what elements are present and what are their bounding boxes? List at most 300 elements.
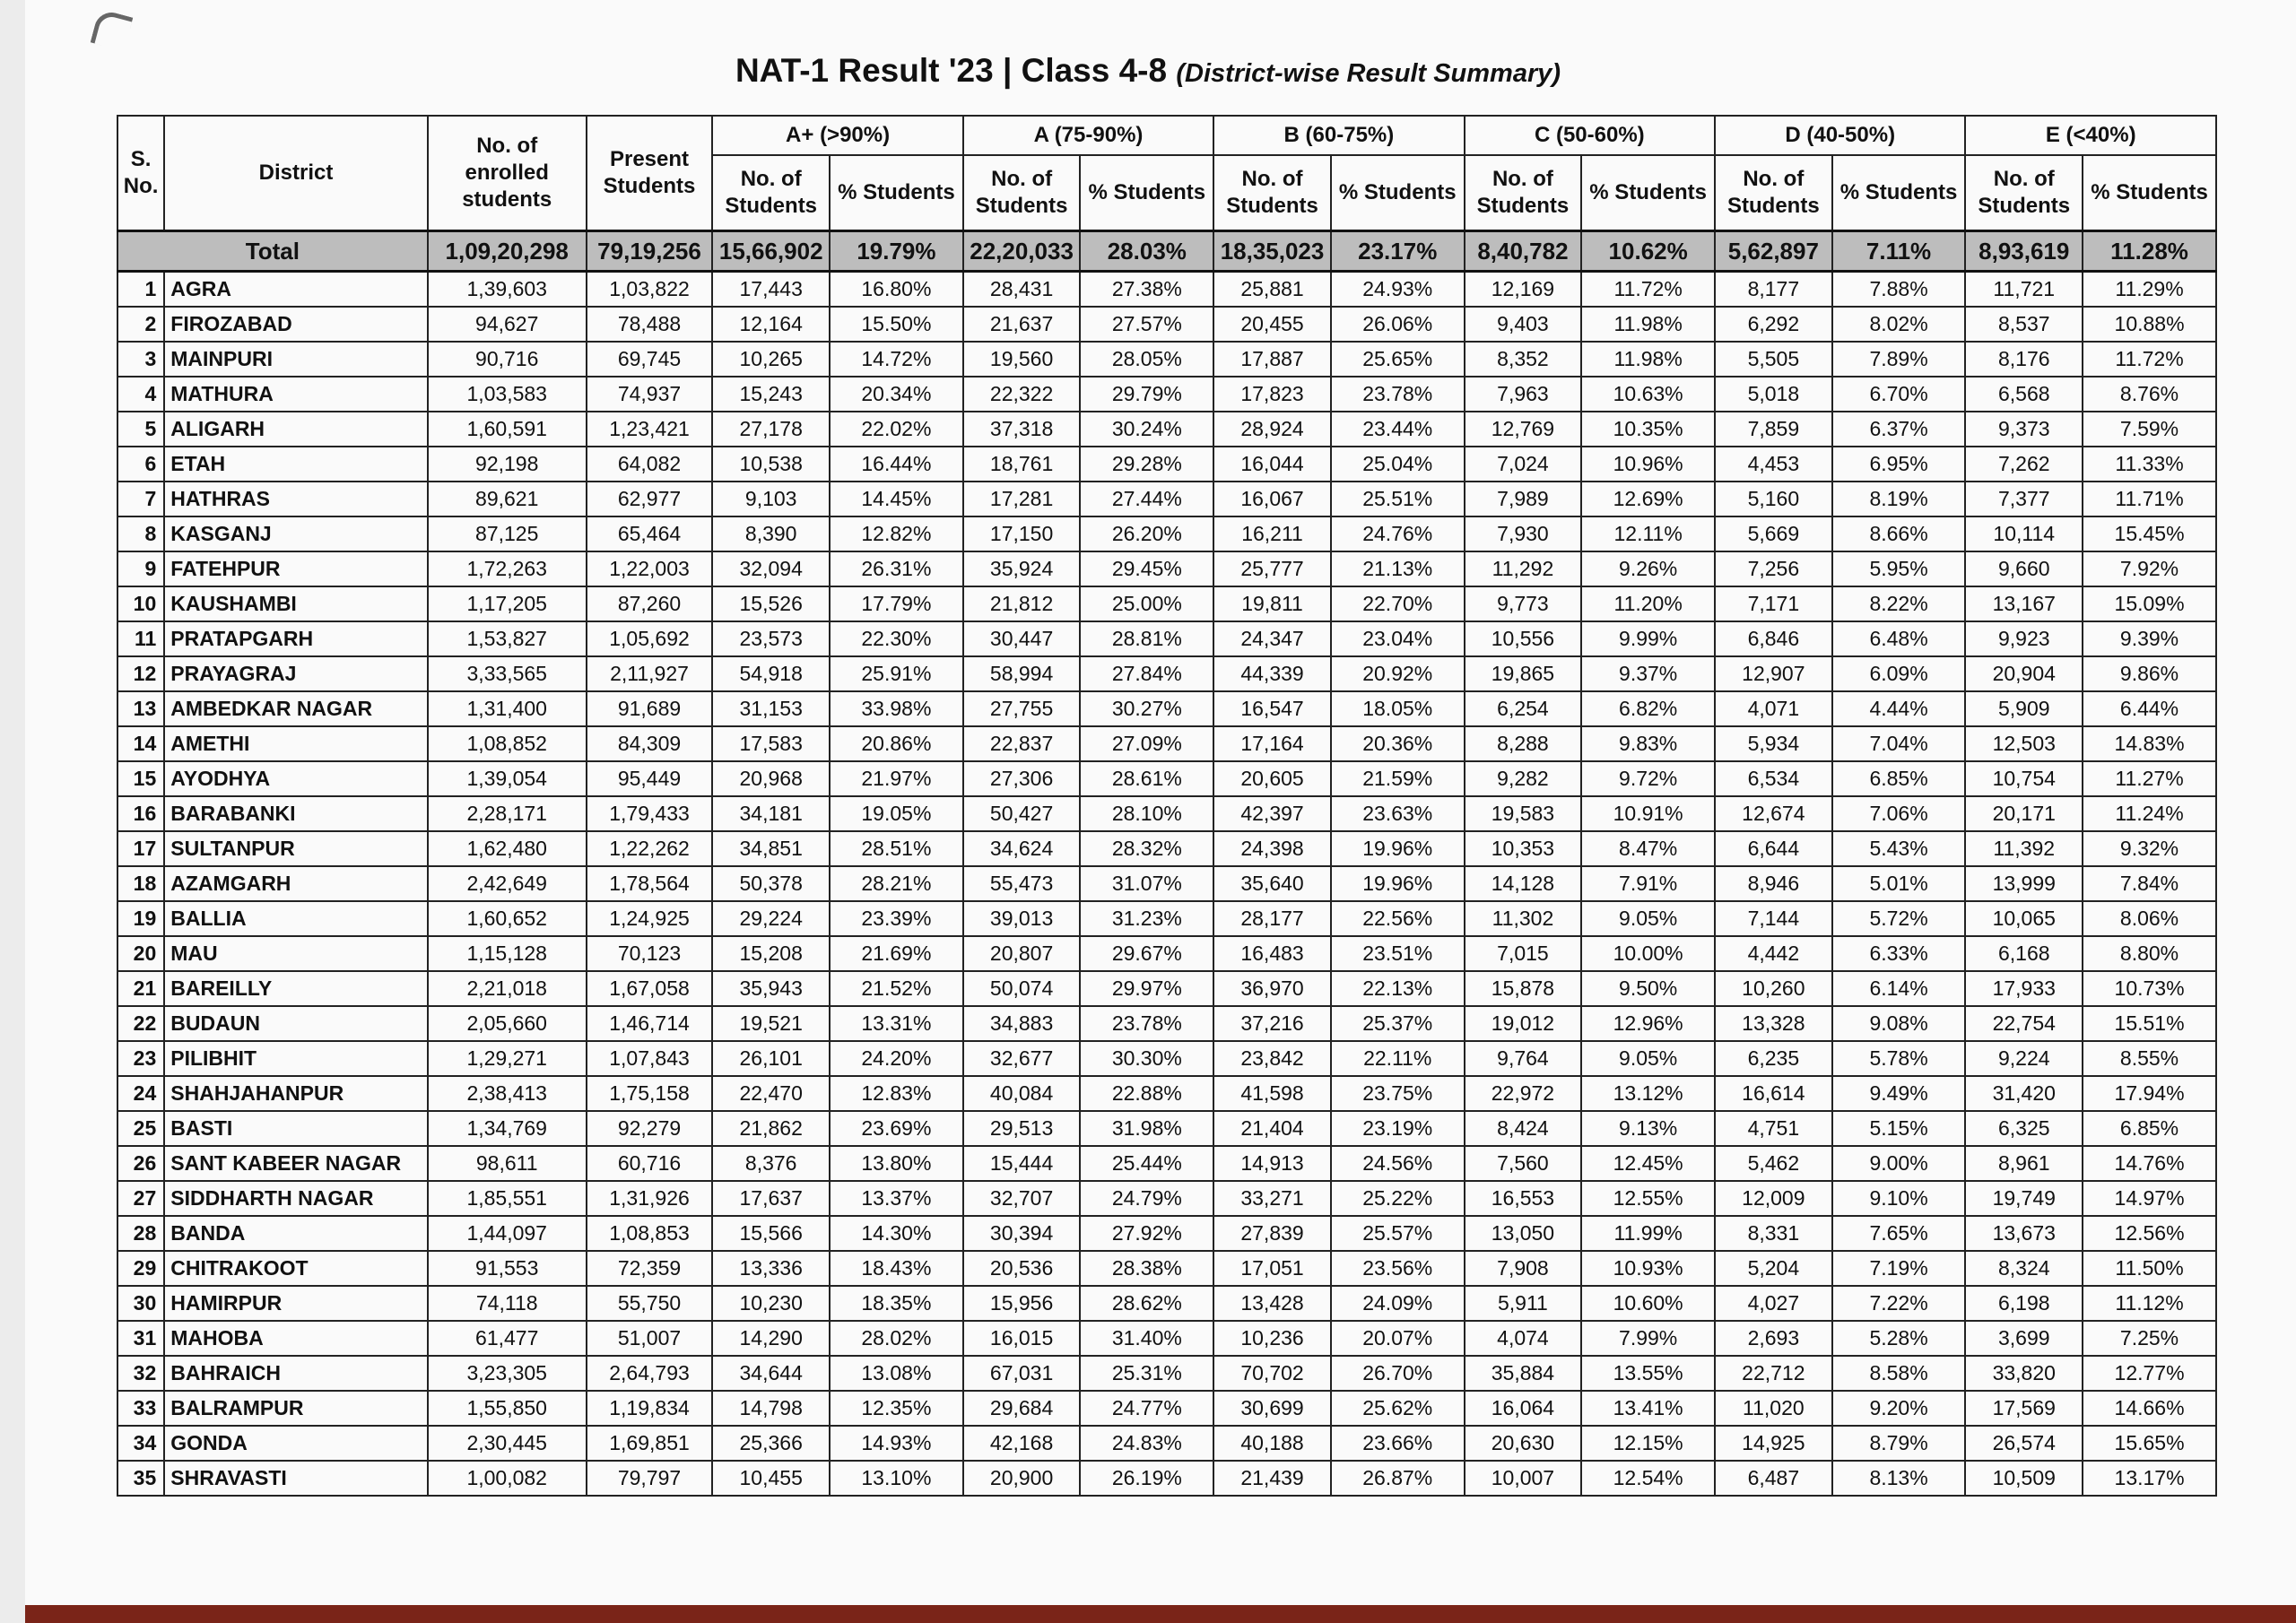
row-sno: 16 xyxy=(117,796,164,831)
total-cell: 22,20,033 xyxy=(963,231,1081,272)
row-cell: 23,842 xyxy=(1213,1041,1331,1076)
row-cell: 1,55,850 xyxy=(428,1391,587,1426)
row-cell: 2,38,413 xyxy=(428,1076,587,1111)
row-cell: 26.31% xyxy=(830,551,963,586)
row-cell: 15,566 xyxy=(712,1216,830,1251)
row-cell: 67,031 xyxy=(963,1356,1081,1391)
row-cell: 13.08% xyxy=(830,1356,963,1391)
row-cell: 11.71% xyxy=(2083,482,2216,516)
row-cell: 6.85% xyxy=(1832,761,1966,796)
row-cell: 28,431 xyxy=(963,272,1081,308)
row-cell: 8,324 xyxy=(1965,1251,2083,1286)
row-cell: 2,05,660 xyxy=(428,1006,587,1041)
row-cell: 19,012 xyxy=(1465,1006,1582,1041)
row-cell: 28.10% xyxy=(1080,796,1213,831)
row-cell: 7,930 xyxy=(1465,516,1582,551)
row-cell: 23.78% xyxy=(1331,377,1465,412)
total-cell: 11.28% xyxy=(2083,231,2216,272)
row-cell: 69,745 xyxy=(587,342,713,377)
row-cell: 21,439 xyxy=(1213,1461,1331,1496)
row-cell: 6,325 xyxy=(1965,1111,2083,1146)
row-cell: 34,624 xyxy=(963,831,1081,866)
row-cell: 7,859 xyxy=(1715,412,1832,447)
row-cell: 1,17,205 xyxy=(428,586,587,621)
row-cell: 10,230 xyxy=(712,1286,830,1321)
row-cell: 19,560 xyxy=(963,342,1081,377)
row-cell: 5,934 xyxy=(1715,726,1832,761)
row-cell: 11.33% xyxy=(2083,447,2216,482)
row-cell: 23,573 xyxy=(712,621,830,656)
row-cell: 10,556 xyxy=(1465,621,1582,656)
total-cell: 5,62,897 xyxy=(1715,231,1832,272)
row-cell: 8.80% xyxy=(2083,936,2216,971)
row-cell: 27.38% xyxy=(1080,272,1213,308)
row-district: SULTANPUR xyxy=(164,831,428,866)
row-district: SANT KABEER NAGAR xyxy=(164,1146,428,1181)
row-cell: 19,583 xyxy=(1465,796,1582,831)
row-cell: 10,114 xyxy=(1965,516,2083,551)
total-cell: 18,35,023 xyxy=(1213,231,1331,272)
row-cell: 7.84% xyxy=(2083,866,2216,901)
row-cell: 22,754 xyxy=(1965,1006,2083,1041)
row-cell: 20,904 xyxy=(1965,656,2083,691)
row-cell: 1,69,851 xyxy=(587,1426,713,1461)
table-row xyxy=(117,831,2216,866)
row-cell: 3,699 xyxy=(1965,1321,2083,1356)
row-cell: 13.17% xyxy=(2083,1461,2216,1496)
row-cell: 26.06% xyxy=(1331,307,1465,342)
table-row xyxy=(117,1006,2216,1041)
row-cell: 6,198 xyxy=(1965,1286,2083,1321)
row-cell: 12,169 xyxy=(1465,272,1582,308)
row-cell: 21.97% xyxy=(830,761,963,796)
row-district: HATHRAS xyxy=(164,482,428,516)
row-cell: 1,39,603 xyxy=(428,272,587,308)
results-table xyxy=(117,115,2217,1497)
row-district: AGRA xyxy=(164,272,428,308)
row-cell: 13,167 xyxy=(1965,586,2083,621)
row-cell: 40,084 xyxy=(963,1076,1081,1111)
row-cell: 10.88% xyxy=(2083,307,2216,342)
row-cell: 5,018 xyxy=(1715,377,1832,412)
row-cell: 14,290 xyxy=(712,1321,830,1356)
header-group-d: D (40-50%) xyxy=(1715,116,1965,155)
row-cell: 27.57% xyxy=(1080,307,1213,342)
row-cell: 15,208 xyxy=(712,936,830,971)
row-cell: 5.78% xyxy=(1832,1041,1966,1076)
row-cell: 10,065 xyxy=(1965,901,2083,936)
row-cell: 55,750 xyxy=(587,1286,713,1321)
row-cell: 39,013 xyxy=(963,901,1081,936)
row-cell: 25.57% xyxy=(1331,1216,1465,1251)
row-cell: 34,883 xyxy=(963,1006,1081,1041)
row-cell: 16,483 xyxy=(1213,936,1331,971)
row-cell: 13,673 xyxy=(1965,1216,2083,1251)
row-cell: 6.09% xyxy=(1832,656,1966,691)
row-cell: 14.72% xyxy=(830,342,963,377)
row-district: FIROZABAD xyxy=(164,307,428,342)
row-cell: 28.32% xyxy=(1080,831,1213,866)
row-cell: 25.44% xyxy=(1080,1146,1213,1181)
row-cell: 1,15,128 xyxy=(428,936,587,971)
row-cell: 25.00% xyxy=(1080,586,1213,621)
row-cell: 4,453 xyxy=(1715,447,1832,482)
row-district: SHAHJAHANPUR xyxy=(164,1076,428,1111)
row-cell: 70,702 xyxy=(1213,1356,1331,1391)
row-cell: 4,751 xyxy=(1715,1111,1832,1146)
row-cell: 5,505 xyxy=(1715,342,1832,377)
table-row xyxy=(117,1111,2216,1146)
row-cell: 21,637 xyxy=(963,307,1081,342)
row-cell: 10,236 xyxy=(1213,1321,1331,1356)
row-cell: 5,909 xyxy=(1965,691,2083,726)
row-cell: 1,08,853 xyxy=(587,1216,713,1251)
row-cell: 30.24% xyxy=(1080,412,1213,447)
table-row xyxy=(117,586,2216,621)
header-sno: S. No. xyxy=(117,116,164,231)
row-cell: 4.44% xyxy=(1832,691,1966,726)
row-sno: 3 xyxy=(117,342,164,377)
row-cell: 11.99% xyxy=(1581,1216,1715,1251)
table-row xyxy=(117,1146,2216,1181)
row-cell: 14.45% xyxy=(830,482,963,516)
row-cell: 8.22% xyxy=(1832,586,1966,621)
row-cell: 9,773 xyxy=(1465,586,1582,621)
row-district: BAREILLY xyxy=(164,971,428,1006)
row-sno: 19 xyxy=(117,901,164,936)
row-cell: 10.93% xyxy=(1581,1251,1715,1286)
row-cell: 13,999 xyxy=(1965,866,2083,901)
header-present: Present Students xyxy=(587,116,713,231)
row-cell: 23.19% xyxy=(1331,1111,1465,1146)
row-cell: 1,19,834 xyxy=(587,1391,713,1426)
row-cell: 12.11% xyxy=(1581,516,1715,551)
row-cell: 1,03,583 xyxy=(428,377,587,412)
row-cell: 16,064 xyxy=(1465,1391,1582,1426)
row-cell: 41,598 xyxy=(1213,1076,1331,1111)
row-cell: 9.05% xyxy=(1581,901,1715,936)
row-cell: 6,568 xyxy=(1965,377,2083,412)
row-cell: 9,660 xyxy=(1965,551,2083,586)
row-cell: 8.55% xyxy=(2083,1041,2216,1076)
row-cell: 17,823 xyxy=(1213,377,1331,412)
row-cell: 50,074 xyxy=(963,971,1081,1006)
row-sno: 7 xyxy=(117,482,164,516)
row-cell: 29,513 xyxy=(963,1111,1081,1146)
row-cell: 24.20% xyxy=(830,1041,963,1076)
row-cell: 12.15% xyxy=(1581,1426,1715,1461)
row-cell: 8.47% xyxy=(1581,831,1715,866)
row-cell: 5.72% xyxy=(1832,901,1966,936)
row-cell: 20.36% xyxy=(1331,726,1465,761)
row-cell: 8.06% xyxy=(2083,901,2216,936)
row-cell: 5,160 xyxy=(1715,482,1832,516)
row-cell: 4,071 xyxy=(1715,691,1832,726)
header-no-of-students: No. of Students xyxy=(1965,155,2083,231)
row-cell: 6,235 xyxy=(1715,1041,1832,1076)
table-row xyxy=(117,796,2216,831)
row-sno: 30 xyxy=(117,1286,164,1321)
row-cell: 60,716 xyxy=(587,1146,713,1181)
row-cell: 10.63% xyxy=(1581,377,1715,412)
row-cell: 5.43% xyxy=(1832,831,1966,866)
row-cell: 15,444 xyxy=(963,1146,1081,1181)
row-cell: 18.35% xyxy=(830,1286,963,1321)
row-cell: 15,956 xyxy=(963,1286,1081,1321)
row-cell: 25.04% xyxy=(1331,447,1465,482)
table-row xyxy=(117,377,2216,412)
row-cell: 12,009 xyxy=(1715,1181,1832,1216)
row-cell: 11,302 xyxy=(1465,901,1582,936)
table-row xyxy=(117,1461,2216,1496)
row-cell: 31,153 xyxy=(712,691,830,726)
row-cell: 10.35% xyxy=(1581,412,1715,447)
row-cell: 19,865 xyxy=(1465,656,1582,691)
row-cell: 11,020 xyxy=(1715,1391,1832,1426)
total-cell: 15,66,902 xyxy=(712,231,830,272)
row-cell: 5,911 xyxy=(1465,1286,1582,1321)
row-cell: 26.70% xyxy=(1331,1356,1465,1391)
row-cell: 19,749 xyxy=(1965,1181,2083,1216)
row-district: KASGANJ xyxy=(164,516,428,551)
table-row xyxy=(117,1356,2216,1391)
row-cell: 9.05% xyxy=(1581,1041,1715,1076)
row-district: BARABANKI xyxy=(164,796,428,831)
row-sno: 24 xyxy=(117,1076,164,1111)
row-cell: 32,707 xyxy=(963,1181,1081,1216)
row-cell: 4,074 xyxy=(1465,1321,1582,1356)
table-row xyxy=(117,482,2216,516)
row-cell: 4,027 xyxy=(1715,1286,1832,1321)
row-cell: 21,404 xyxy=(1213,1111,1331,1146)
table-row xyxy=(117,272,2216,308)
row-cell: 20,605 xyxy=(1213,761,1331,796)
row-cell: 16,547 xyxy=(1213,691,1331,726)
row-cell: 6.48% xyxy=(1832,621,1966,656)
row-cell: 27,839 xyxy=(1213,1216,1331,1251)
row-sno: 32 xyxy=(117,1356,164,1391)
row-cell: 4,442 xyxy=(1715,936,1832,971)
header-group-b: B (60-75%) xyxy=(1213,116,1464,155)
row-cell: 21.59% xyxy=(1331,761,1465,796)
row-cell: 3,23,305 xyxy=(428,1356,587,1391)
table-row xyxy=(117,971,2216,1006)
row-cell: 9.83% xyxy=(1581,726,1715,761)
table-row xyxy=(117,656,2216,691)
row-district: BUDAUN xyxy=(164,1006,428,1041)
row-cell: 22.70% xyxy=(1331,586,1465,621)
row-sno: 26 xyxy=(117,1146,164,1181)
row-cell: 20,807 xyxy=(963,936,1081,971)
row-cell: 23.75% xyxy=(1331,1076,1465,1111)
row-district: BAHRAICH xyxy=(164,1356,428,1391)
row-cell: 8.58% xyxy=(1832,1356,1966,1391)
row-cell: 15.65% xyxy=(2083,1426,2216,1461)
row-cell: 14.83% xyxy=(2083,726,2216,761)
row-cell: 22,972 xyxy=(1465,1076,1582,1111)
row-cell: 24,347 xyxy=(1213,621,1331,656)
row-district: BANDA xyxy=(164,1216,428,1251)
table-row xyxy=(117,726,2216,761)
row-cell: 7.89% xyxy=(1832,342,1966,377)
row-cell: 9,373 xyxy=(1965,412,2083,447)
row-cell: 9,403 xyxy=(1465,307,1582,342)
row-cell: 21.52% xyxy=(830,971,963,1006)
row-cell: 13,050 xyxy=(1465,1216,1582,1251)
row-cell: 6,487 xyxy=(1715,1461,1832,1496)
row-cell: 2,693 xyxy=(1715,1321,1832,1356)
row-cell: 12.77% xyxy=(2083,1356,2216,1391)
row-cell: 1,62,480 xyxy=(428,831,587,866)
row-cell: 35,924 xyxy=(963,551,1081,586)
row-cell: 8,946 xyxy=(1715,866,1832,901)
row-cell: 17,051 xyxy=(1213,1251,1331,1286)
row-cell: 10.96% xyxy=(1581,447,1715,482)
row-cell: 26.20% xyxy=(1080,516,1213,551)
header-row-groups xyxy=(117,116,2216,155)
row-district: HAMIRPUR xyxy=(164,1286,428,1321)
row-cell: 87,125 xyxy=(428,516,587,551)
table-body xyxy=(117,231,2216,1497)
header-no-of-students: No. of Students xyxy=(712,155,830,231)
row-cell: 92,198 xyxy=(428,447,587,482)
row-cell: 24.77% xyxy=(1080,1391,1213,1426)
row-cell: 78,488 xyxy=(587,307,713,342)
row-cell: 1,23,421 xyxy=(587,412,713,447)
row-district: PRAYAGRAJ xyxy=(164,656,428,691)
row-cell: 9.08% xyxy=(1832,1006,1966,1041)
row-sno: 10 xyxy=(117,586,164,621)
row-cell: 91,689 xyxy=(587,691,713,726)
header-pct-students: % Students xyxy=(1581,155,1715,231)
row-cell: 8,424 xyxy=(1465,1111,1582,1146)
row-cell: 29.97% xyxy=(1080,971,1213,1006)
row-cell: 98,611 xyxy=(428,1146,587,1181)
header-no-of-students: No. of Students xyxy=(1465,155,1582,231)
row-cell: 7.06% xyxy=(1832,796,1966,831)
row-cell: 18,761 xyxy=(963,447,1081,482)
row-cell: 13,336 xyxy=(712,1251,830,1286)
row-cell: 24.56% xyxy=(1331,1146,1465,1181)
row-cell: 29.79% xyxy=(1080,377,1213,412)
row-sno: 5 xyxy=(117,412,164,447)
row-cell: 12.82% xyxy=(830,516,963,551)
row-cell: 1,31,926 xyxy=(587,1181,713,1216)
row-cell: 13.12% xyxy=(1581,1076,1715,1111)
row-district: AMBEDKAR NAGAR xyxy=(164,691,428,726)
row-cell: 28.02% xyxy=(830,1321,963,1356)
row-cell: 17,164 xyxy=(1213,726,1331,761)
row-cell: 16,553 xyxy=(1465,1181,1582,1216)
row-cell: 64,082 xyxy=(587,447,713,482)
row-cell: 1,72,263 xyxy=(428,551,587,586)
row-cell: 11.72% xyxy=(2083,342,2216,377)
row-cell: 8,961 xyxy=(1965,1146,2083,1181)
row-cell: 25.22% xyxy=(1331,1181,1465,1216)
row-district: BASTI xyxy=(164,1111,428,1146)
row-cell: 11.27% xyxy=(2083,761,2216,796)
row-cell: 2,21,018 xyxy=(428,971,587,1006)
total-cell: 10.62% xyxy=(1581,231,1715,272)
row-cell: 28.05% xyxy=(1080,342,1213,377)
row-cell: 44,339 xyxy=(1213,656,1331,691)
row-cell: 17,150 xyxy=(963,516,1081,551)
row-cell: 8,331 xyxy=(1715,1216,1832,1251)
row-cell: 31.98% xyxy=(1080,1111,1213,1146)
row-cell: 7.99% xyxy=(1581,1321,1715,1356)
row-cell: 26,574 xyxy=(1965,1426,2083,1461)
row-cell: 20,968 xyxy=(712,761,830,796)
row-cell: 10.73% xyxy=(2083,971,2216,1006)
table-row xyxy=(117,307,2216,342)
row-cell: 8.76% xyxy=(2083,377,2216,412)
row-cell: 23.66% xyxy=(1331,1426,1465,1461)
row-cell: 11.12% xyxy=(2083,1286,2216,1321)
row-cell: 15.09% xyxy=(2083,586,2216,621)
row-sno: 29 xyxy=(117,1251,164,1286)
table-row xyxy=(117,1426,2216,1461)
table-row xyxy=(117,447,2216,482)
row-cell: 17,281 xyxy=(963,482,1081,516)
row-cell: 7,015 xyxy=(1465,936,1582,971)
row-cell: 31,420 xyxy=(1965,1076,2083,1111)
row-cell: 1,00,082 xyxy=(428,1461,587,1496)
row-cell: 21,862 xyxy=(712,1111,830,1146)
row-district: MAU xyxy=(164,936,428,971)
row-cell: 8.66% xyxy=(1832,516,1966,551)
header-pct-students: % Students xyxy=(1331,155,1465,231)
row-cell: 9.37% xyxy=(1581,656,1715,691)
table-row xyxy=(117,1251,2216,1286)
total-cell: 19.79% xyxy=(830,231,963,272)
table-row xyxy=(117,1041,2216,1076)
row-cell: 9,923 xyxy=(1965,621,2083,656)
row-cell: 22.56% xyxy=(1331,901,1465,936)
row-cell: 9.86% xyxy=(2083,656,2216,691)
table-row xyxy=(117,1076,2216,1111)
row-cell: 26,101 xyxy=(712,1041,830,1076)
row-cell: 10,754 xyxy=(1965,761,2083,796)
row-cell: 22,837 xyxy=(963,726,1081,761)
row-cell: 15,243 xyxy=(712,377,830,412)
total-cell: 8,93,619 xyxy=(1965,231,2083,272)
row-cell: 7.65% xyxy=(1832,1216,1966,1251)
row-sno: 17 xyxy=(117,831,164,866)
row-cell: 9.13% xyxy=(1581,1111,1715,1146)
row-cell: 22.13% xyxy=(1331,971,1465,1006)
table-row xyxy=(117,901,2216,936)
row-cell: 84,309 xyxy=(587,726,713,761)
row-cell: 12,769 xyxy=(1465,412,1582,447)
header-pct-students: % Students xyxy=(2083,155,2216,231)
row-cell: 27.44% xyxy=(1080,482,1213,516)
row-cell: 12.54% xyxy=(1581,1461,1715,1496)
row-cell: 10,353 xyxy=(1465,831,1582,866)
row-cell: 24.93% xyxy=(1331,272,1465,308)
row-cell: 9,282 xyxy=(1465,761,1582,796)
row-cell: 50,427 xyxy=(963,796,1081,831)
row-cell: 9.10% xyxy=(1832,1181,1966,1216)
row-cell: 6.33% xyxy=(1832,936,1966,971)
row-cell: 27,178 xyxy=(712,412,830,447)
row-cell: 12,164 xyxy=(712,307,830,342)
row-cell: 7,908 xyxy=(1465,1251,1582,1286)
table-row xyxy=(117,936,2216,971)
row-cell: 17.79% xyxy=(830,586,963,621)
row-cell: 23.63% xyxy=(1331,796,1465,831)
row-cell: 1,39,054 xyxy=(428,761,587,796)
table-row xyxy=(117,1321,2216,1356)
